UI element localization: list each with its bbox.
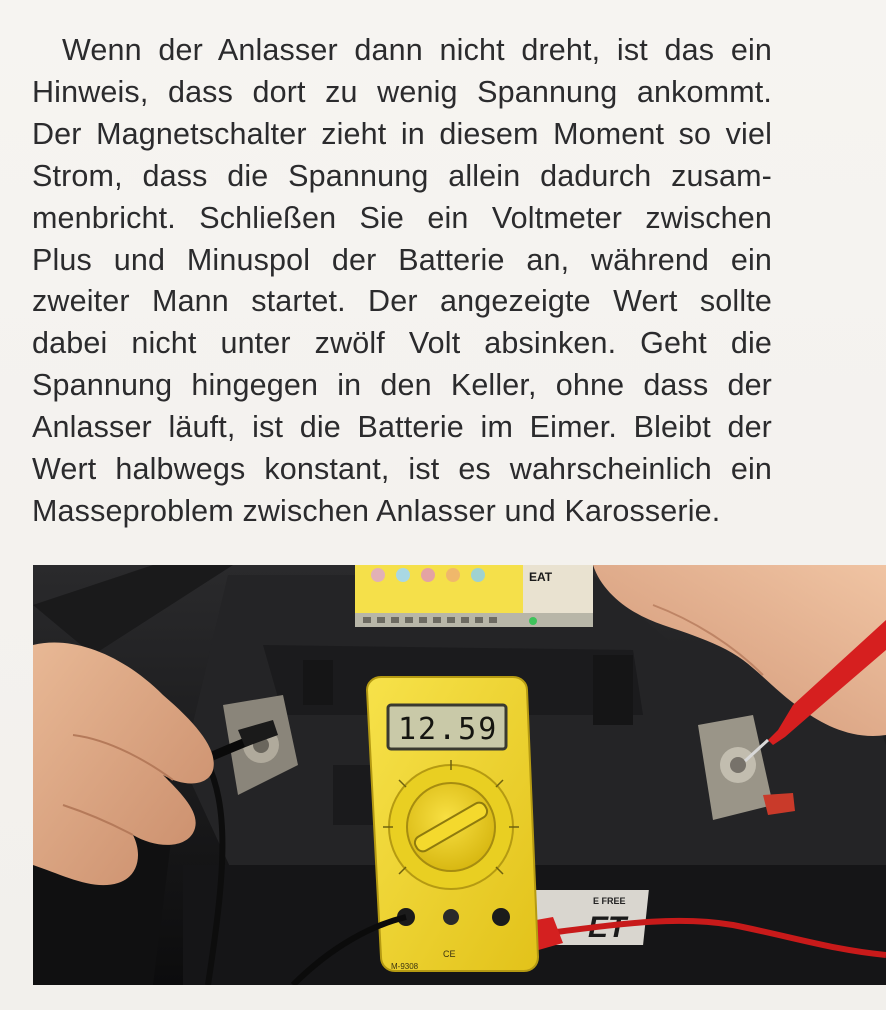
model-label: M-9308 [391, 962, 419, 971]
article-line: Strom, dass die Spannung allein dadurch zusam- [32, 158, 772, 193]
article-line: Masseproblem zwischen Anlasser und Karosserie. [32, 493, 721, 528]
article-line: Der Magnetschalter zieht in diesem Moment so viel [32, 116, 772, 151]
voltage-reading: 12.59 [398, 712, 499, 747]
article-line: Plus und Minuspol der Batterie an, während ein [32, 242, 772, 277]
article-line: Wenn der Anlasser dann nicht dreht, ist das ein [62, 33, 772, 67]
battery-brand-text: ET [588, 911, 627, 944]
battery-sticker-text: E FREE [593, 896, 626, 906]
article-line: menbricht. Schließen Sie ein Voltmeter zwischen [32, 200, 772, 235]
battery-test-photo [33, 565, 886, 985]
article-line: Anlasser läuft, ist die Batterie im Eimer. Bleibt der [32, 410, 772, 445]
battery-label-text: EAT [529, 570, 553, 584]
article-line: Spannung hingegen in den Keller, ohne dass der [32, 368, 772, 403]
article-paragraph [32, 30, 772, 533]
photo-illustration [33, 565, 886, 985]
multimeter [367, 677, 538, 971]
article-line: Wert halbwegs konstant, ist es wahrscheinlich ein [32, 452, 772, 487]
v-jack [492, 908, 510, 926]
article-line: Hinweis, dass dort zu wenig Spannung ankommt. [32, 74, 772, 109]
article-line: zweiter Mann startet. Der angezeigte Wert sollte [32, 284, 772, 319]
ce-mark: CE [443, 949, 456, 959]
article-line: dabei nicht unter zwölf Volt absinken. Geht die [32, 326, 772, 361]
